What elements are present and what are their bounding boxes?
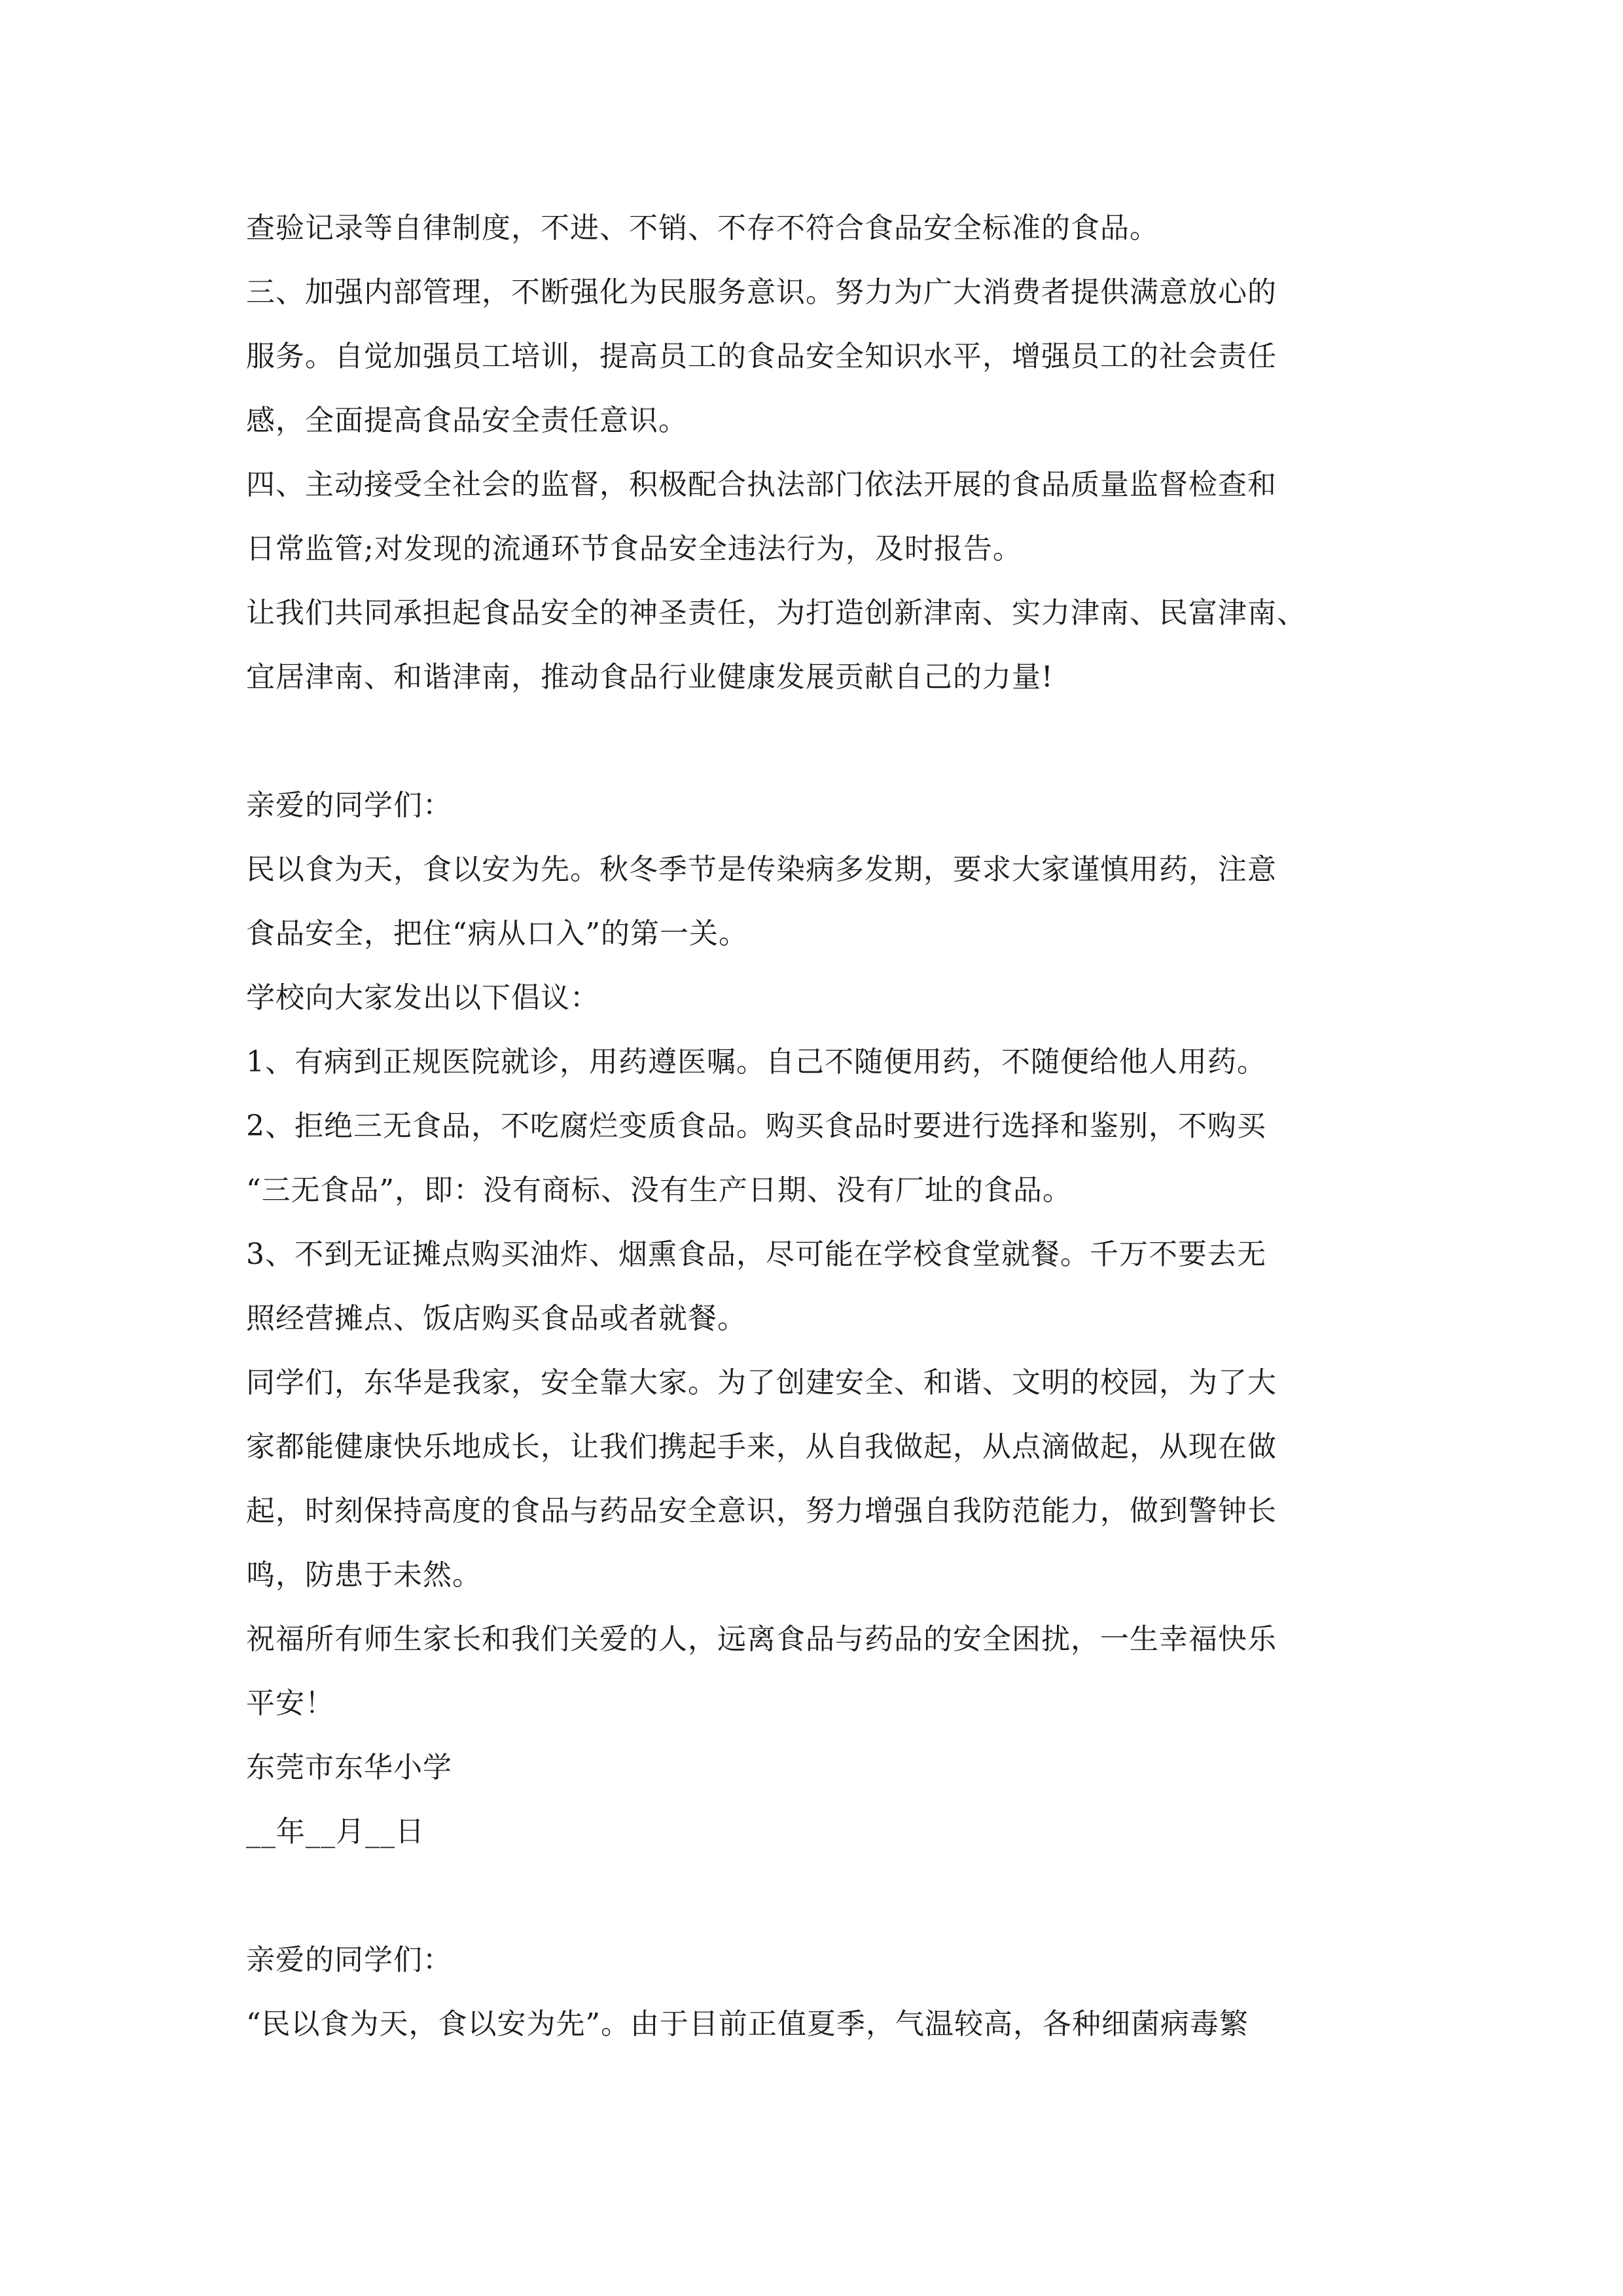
salutation: 亲爱的同学们： [246,1943,452,1977]
text-line: 家都能健康快乐地成长，让我们携起手来，从自我做起，从点滴做起，从现在做 [246,1430,1277,1463]
text-line: 起，时刻保持高度的食品与药品安全意识，努力增强自我防范能力，做到警钟长 [246,1494,1277,1528]
text-line: 鸣，防患于未然。 [246,1558,482,1592]
text-line: “三无食品”，即：没有商标、没有生产日期、没有厂址的食品。 [246,1174,1072,1207]
text-line: 祝福所有师生家长和我们关爱的人，远离食品与药品的安全困扰，一生幸福快乐 [246,1623,1277,1656]
text-line: 感，全面提高食品安全责任意识。 [246,404,688,437]
text-line: 宜居津南、和谐津南，推动食品行业健康发展贡献自己的力量! [246,660,1054,694]
text-line: 查验记录等自律制度，不进、不销、不存不符合食品安全标准的食品。 [246,211,1159,245]
text-line: 食品安全，把住“病从口入”的第一关。 [246,917,748,950]
signature-org: 东莞市东华小学 [246,1751,452,1784]
text-line: 三、加强内部管理，不断强化为民服务意识。努力为广大消费者提供满意放心的 [246,276,1277,309]
text-line: 学校向大家发出以下倡议： [246,981,599,1014]
blank-line [246,709,1378,774]
text-line: 民以食为天，食以安为先。秋冬季节是传染病多发期，要求大家谨慎用药，注意 [246,853,1277,886]
blank-line [246,1864,1378,1928]
text-line: 日常监管;对发现的流通环节食品安全违法行为，及时报告。 [246,532,1022,565]
salutation: 亲爱的同学们： [246,789,452,822]
list-item: 1、有病到正规医院就诊，用药遵医嘱。自己不随便用药，不随便给他人用药。 [246,1045,1266,1079]
text-line: 让我们共同承担起食品安全的神圣责任，为打造创新津南、实力津南、民富津南、 [246,596,1306,630]
text-line: “民以食为天，食以安为先”。由于目前正值夏季，气温较高，各种细菌病毒繁 [246,2007,1249,2041]
list-item: 2、拒绝三无食品，不吃腐烂变质食品。购买食品时要进行选择和鉴别，不购买 [246,1109,1266,1143]
text-line: 平安！ [246,1687,334,1720]
document-body [246,196,1378,2056]
text-line: 服务。自觉加强员工培训，提高员工的食品安全知识水平，增强员工的社会责任 [246,340,1277,373]
signature-date: __年__月__日 [246,1815,425,1848]
text-line: 照经营摊点、饭店购买食品或者就餐。 [246,1302,747,1335]
list-item: 3、不到无证摊点购买油炸、烟熏食品，尽可能在学校食堂就餐。千万不要去无 [246,1238,1266,1271]
text-line: 同学们，东华是我家，安全靠大家。为了创建安全、和谐、文明的校园，为了大 [246,1366,1277,1399]
text-line: 四、主动接受全社会的监督，积极配合执法部门依法开展的食品质量监督检查和 [246,468,1277,501]
